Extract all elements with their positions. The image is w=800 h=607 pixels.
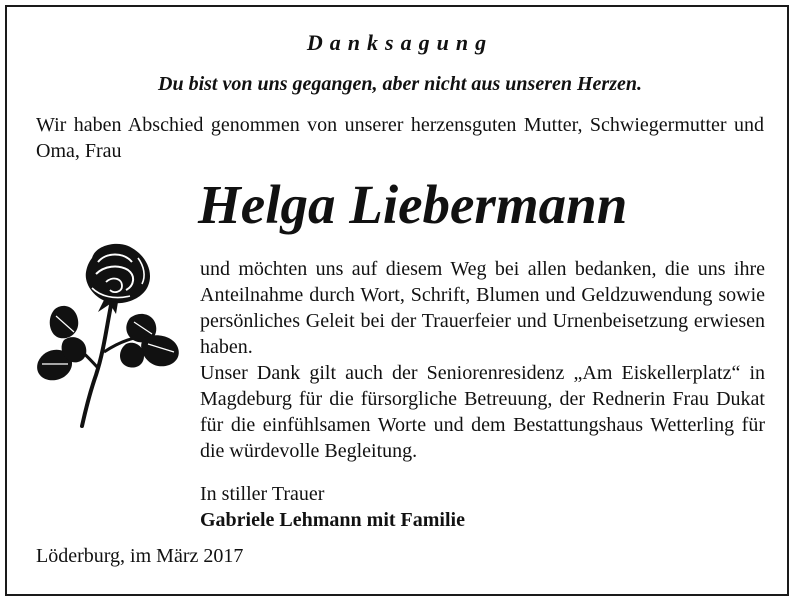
closing-line: In stiller Trauer xyxy=(200,483,325,505)
rose-icon xyxy=(34,240,186,430)
family-signature: Gabriele Lehmann mit Familie xyxy=(200,509,465,531)
thanks-body xyxy=(200,256,765,464)
intro-text: Wir haben Abschied genommen von unserer herzensguten Mutter, Schwiegermutter und Oma, Frau xyxy=(36,114,764,162)
notice-motto: Du bist von uns gegangen, aber nicht aus unseren Herzen. xyxy=(158,73,642,95)
notice-heading: Danksagung xyxy=(306,30,494,55)
thanks-paragraph-2: Unser Dank gilt auch der Seniorenresidenz „Am Eiskellerplatz“ in Magdeburg für die fürsorgliche Betreuung, der Rednerin Frau Dukat für die einfühlsamen Worte und dem Bestattungshaus Wetterling für die würdevolle Begleitung. xyxy=(200,362,765,462)
deceased-name: Helga Liebermann xyxy=(198,174,628,235)
place-date: Löderburg, im März 2017 xyxy=(36,545,244,567)
thanks-paragraph-1: und möchten uns auf diesem Weg bei allen bedanken, die uns ihre Anteilnahme durch Wort, Schrift, Blumen und Geldzuwendung sowie persönliches Geleit bei der Trauerfeier und Urnenbeisetzung erwiesen haben. xyxy=(200,258,765,358)
